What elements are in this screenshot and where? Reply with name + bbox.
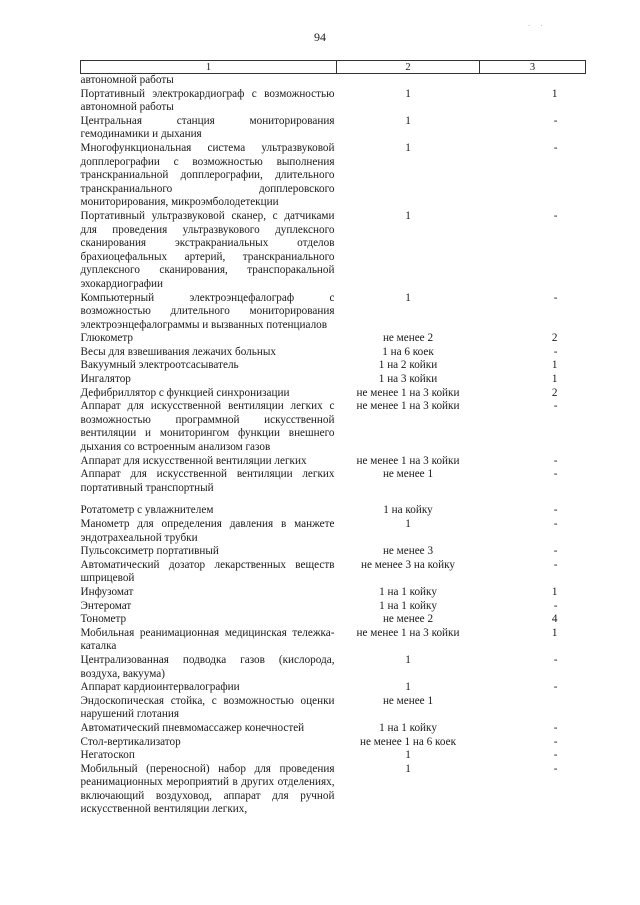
quantity-cell: 1 (405, 653, 411, 666)
quantity-col3-cell: - (553, 749, 558, 762)
quantity-cell: не менее 3 на койку (361, 558, 455, 571)
quantity-cell: не менее 1 на 6 коек (359, 735, 457, 748)
quantity-col3-cell: - (553, 209, 558, 222)
quantity-cell (337, 74, 480, 88)
quantity-cell: 1 на 2 койки (378, 359, 438, 372)
quantity-col3-cell: - (553, 454, 558, 467)
table-row (81, 455, 586, 469)
quantity-col3-cell: - (553, 762, 558, 775)
quantity-cell: 1 (405, 291, 411, 304)
quantity-col3-cell: 2 (551, 332, 558, 345)
equipment-name-cell: Компьютерный электроэнцефалограф с возможностью длительного мониторирования электроэнцефалограммы и вызванных потенциалов (80, 291, 335, 331)
quantity-col3-cell: - (553, 141, 558, 154)
quantity-col3-cell: - (553, 653, 558, 666)
equipment-name-cell: Многофункциональная система ультразвуковой допплерографии с возможностью выполнения транскраниальной допплерографии, длительного транскраниального допплеровского мониторирования, микроэмболодетекции (80, 141, 335, 209)
quantity-cell: не менее 1 на 3 койки (356, 454, 460, 467)
table-row (81, 736, 586, 750)
table-row (81, 373, 586, 387)
table-row (81, 468, 586, 504)
quantity-cell: 1 на 1 койку (379, 599, 437, 612)
quantity-cell: 1 на койку (383, 504, 433, 517)
table-header-row (81, 61, 586, 74)
equipment-name-cell: Пульсоксиметр портативный (80, 545, 219, 558)
table-row (81, 654, 586, 681)
quantity-cell: не менее 2 (382, 613, 434, 626)
column-header: 1 (81, 61, 337, 74)
quantity-col3-cell: - (553, 735, 558, 748)
quantity-col3-cell: - (553, 468, 558, 481)
equipment-name-cell: Весы для взвешивания лежачих больных (80, 345, 276, 358)
table-row (81, 332, 586, 346)
equipment-name-cell: Ингалятор (80, 373, 131, 386)
quantity-cell: не менее 1 на 3 койки (356, 400, 460, 413)
equipment-name-cell: Негатоскоп (80, 749, 135, 762)
table-row (81, 74, 586, 88)
equipment-name-cell: Аппарат для искусственной вентиляции легких с возможностью программной искусственной вентиляции и мониторингом функции внешнего дыхания со встроенным анализом газов (80, 400, 335, 454)
table-row (81, 763, 586, 817)
table-row (81, 681, 586, 695)
quantity-col3-cell: 2 (551, 386, 558, 399)
quantity-cell: 1 (405, 762, 411, 775)
column-header: 2 (337, 61, 480, 74)
quantity-cell: 1 на 6 коек (382, 345, 434, 358)
equipment-name-cell: Инфузомат (80, 585, 134, 598)
quantity-col3-cell (480, 695, 586, 722)
quantity-col3-cell: - (553, 345, 558, 358)
table-row (81, 518, 586, 545)
equipment-name-cell: Дефибриллятор с функцией синхронизации (80, 386, 290, 399)
quantity-cell: 1 (405, 209, 411, 222)
quantity-col3-cell: - (553, 291, 558, 304)
equipment-name-cell: Глюкометр (80, 332, 133, 345)
quantity-col3-cell: - (553, 518, 558, 530)
quantity-cell: не менее 2 (382, 332, 434, 345)
table-row (81, 400, 586, 454)
equipment-name-cell: Централизованная подводка газов (кислорода, воздуха, вакуума) (80, 653, 335, 680)
quantity-col3-cell: - (553, 400, 558, 413)
table-row (81, 545, 586, 559)
table-row (81, 88, 586, 115)
quantity-cell: 1 (405, 141, 411, 154)
quantity-col3-cell: 1 (551, 585, 558, 598)
quantity-col3-cell: - (553, 558, 558, 571)
equipment-name-cell: Мобильный (переносной) набор для проведения реанимационных мероприятий в других отделениях, включающий воздуховод, аппарат для ручной искусственной вентиляции легких, (80, 762, 335, 816)
quantity-cell: 1 (405, 518, 411, 530)
equipment-name-cell: Автоматический пневмомассажер конечностей (80, 721, 305, 734)
table-row (81, 627, 586, 654)
equipment-name-cell: Автоматический дозатор лекарственных веществ шприцевой (80, 558, 335, 585)
table-row (81, 292, 586, 333)
equipment-name-cell: Манометр для определения давления в манжете эндотрахеальной трубки (80, 518, 335, 544)
equipment-name-cell: Стол-вертикализатор (80, 735, 181, 748)
quantity-col3-cell: - (553, 504, 558, 517)
quantity-cell: не менее 3 (382, 545, 434, 558)
quantity-cell: 1 на 1 койку (379, 721, 437, 734)
equipment-name-cell: Мобильная реанимационная медицинская тележка-каталка (80, 626, 335, 653)
quantity-col3-cell: - (553, 681, 558, 694)
equipment-name-cell: Тонометр (80, 613, 127, 626)
table-row (81, 210, 586, 292)
table-body (81, 74, 586, 818)
quantity-col3-cell: 1 (551, 87, 558, 100)
quantity-cell: не менее 1 (382, 468, 434, 481)
equipment-name-cell: Эндоскопическая стойка, с возможностью оценки нарушений глотания (80, 694, 335, 721)
quantity-col3-cell: - (553, 599, 558, 612)
equipment-name-cell: Центральная станция мониторирования гемодинамики и дыхания (80, 114, 335, 141)
quantity-cell: 1 на 3 койки (378, 373, 438, 386)
corner-mark: . . (528, 18, 547, 28)
quantity-col3-cell: - (553, 721, 558, 734)
table-row (81, 722, 586, 736)
quantity-col3-cell: - (553, 545, 558, 558)
quantity-cell: 1 на 1 койку (379, 585, 437, 598)
table-row (81, 359, 586, 373)
quantity-col3-cell: 1 (551, 359, 558, 372)
equipment-name-cell: Аппарат для искусственной вентиляции легких (80, 454, 307, 467)
equipment-name-cell: Аппарат кардиоинтервалографии (80, 681, 240, 694)
table-row (81, 387, 586, 401)
column-header: 3 (480, 61, 586, 74)
quantity-cell: 1 (405, 87, 411, 100)
quantity-col3-cell: 1 (551, 626, 558, 639)
equipment-name-cell: Вакуумный электроотсасыватель (80, 359, 239, 372)
table-row (81, 695, 586, 722)
quantity-col3-cell: 4 (551, 613, 558, 626)
equipment-name-cell: Ротатометр с увлажнителем (80, 504, 214, 517)
table-row (81, 600, 586, 614)
quantity-cell: не менее 1 на 3 койки (356, 386, 460, 399)
quantity-cell: 1 (405, 681, 411, 694)
quantity-cell: 1 (405, 114, 411, 127)
table-row (81, 586, 586, 600)
table-row (81, 504, 586, 518)
equipment-name-cell: Портативный электрокардиограф с возможностью автономной работы (80, 87, 335, 114)
equipment-name-cell: Аппарат для искусственной вентиляции легких портативный транспортный (80, 468, 335, 494)
quantity-col3-cell: 1 (551, 373, 558, 386)
quantity-cell: 1 (405, 749, 411, 762)
page-number: 94 (314, 30, 326, 44)
quantity-cell: не менее 1 на 3 койки (356, 626, 460, 639)
table-row (81, 749, 586, 763)
quantity-cell: не менее 1 (382, 694, 434, 707)
equipment-table (80, 60, 586, 817)
table-row (81, 142, 586, 210)
table-row (81, 613, 586, 627)
table-row (81, 559, 586, 586)
quantity-col3-cell: - (553, 114, 558, 127)
table-row (81, 115, 586, 142)
equipment-name-cell: Энтеромат (80, 599, 132, 612)
equipment-name-cell: Портативный ультразвуковой сканер, с датчиками для проведения ультразвукового дуплексного сканирования экстракраниальных отделов брахиоцефальных артерий, транскраниального дуплексного сканирования, транспоракальной эхокардиографии (80, 209, 335, 290)
table-row (81, 346, 586, 360)
quantity-col3-cell (480, 74, 586, 88)
equipment-name-cell: автономной работы (80, 74, 174, 86)
